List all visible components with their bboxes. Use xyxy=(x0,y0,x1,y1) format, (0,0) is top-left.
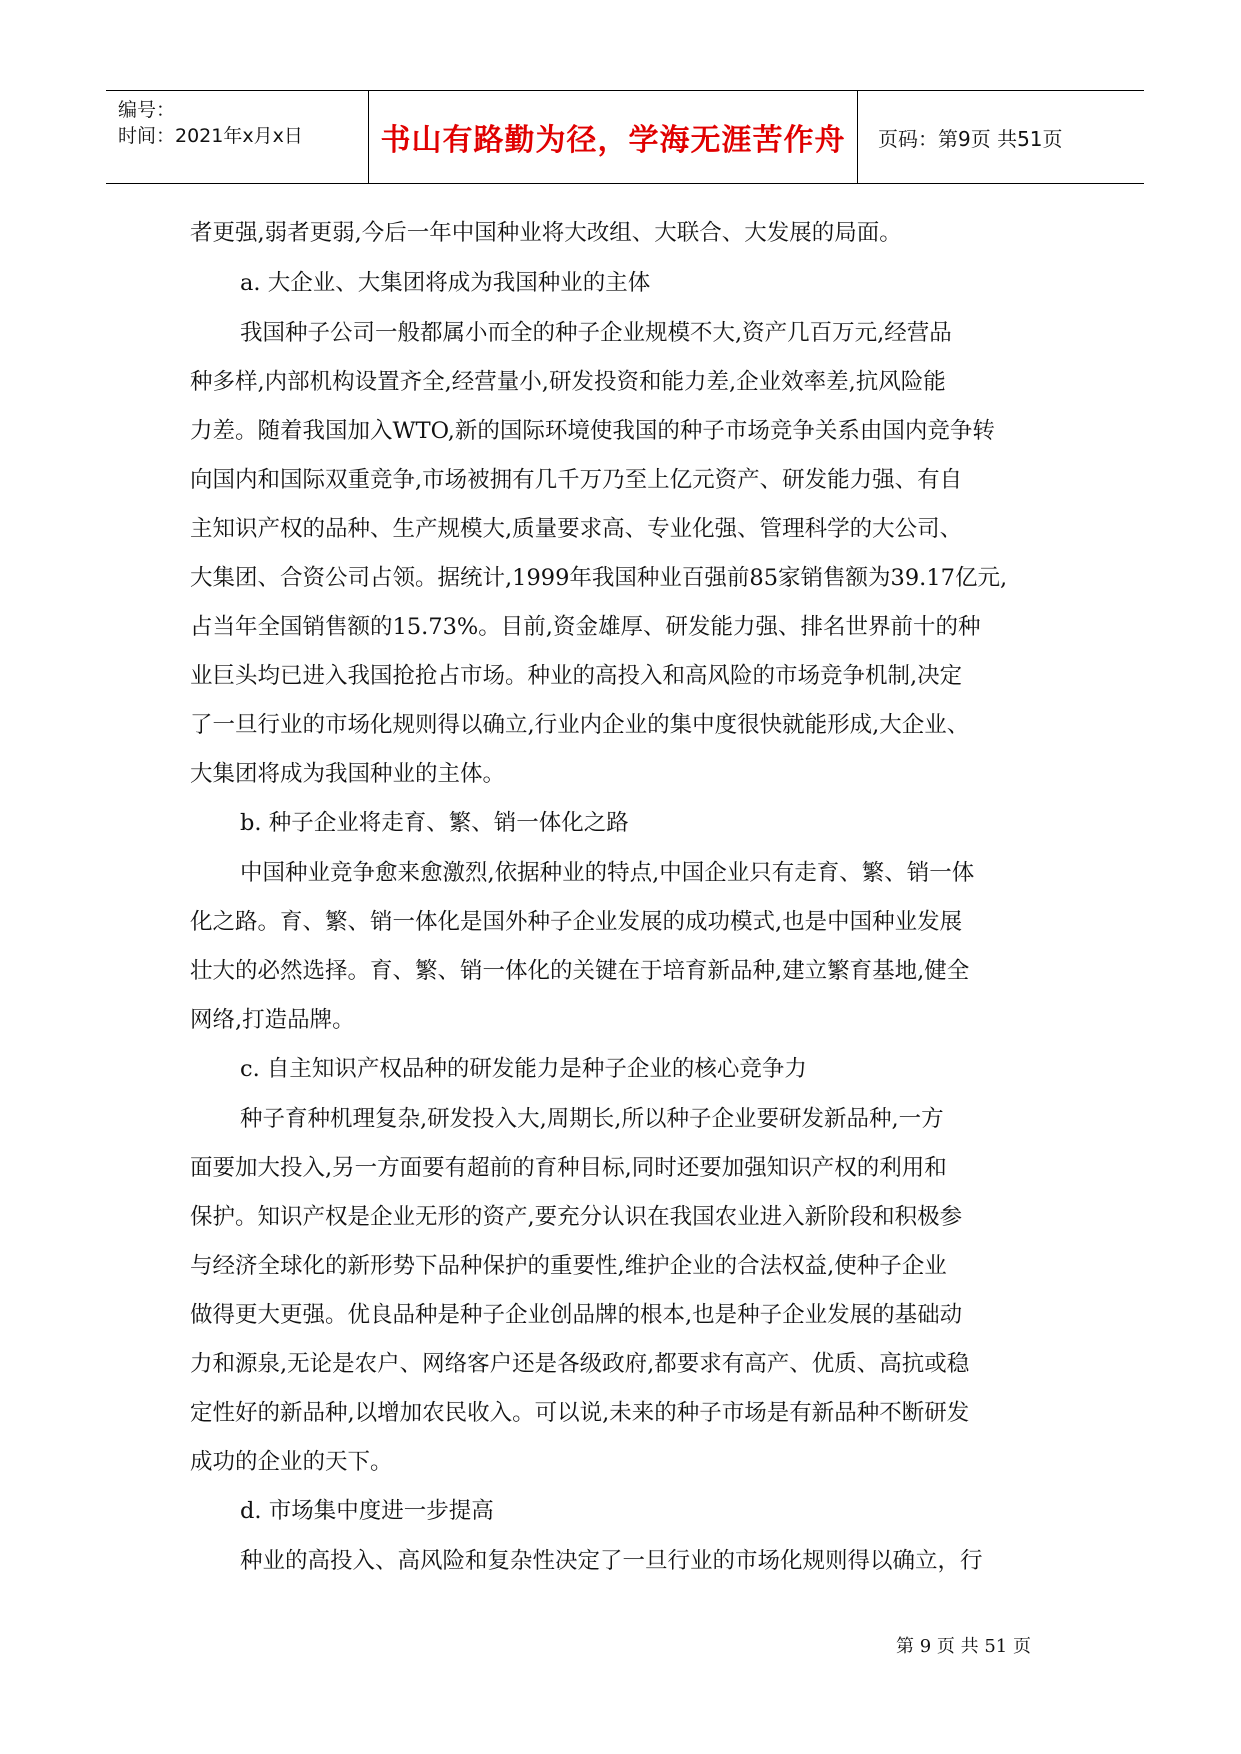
section-heading-c: c. 自主知识产权品种的研发能力是种子企业的核心竞争力 xyxy=(240,1056,807,1082)
text-line: 力差。随着我国加入WTO,新的国际环境使我国的种子市场竞争关系由国内竞争转 xyxy=(190,418,995,444)
text-line: 定性好的新品种,以增加农民收入。可以说,未来的种子市场是有新品种不断研发 xyxy=(190,1400,970,1426)
text-line: 网络,打造品牌。 xyxy=(190,1007,355,1033)
text-line: 大集团、合资公司占领。据统计,1999年我国种业百强前85家销售额为39.17亿元, xyxy=(190,565,1008,591)
section-heading-b: b. 种子企业将走育、繁、销一体化之路 xyxy=(240,810,629,836)
section-heading-d: d. 市场集中度进一步提高 xyxy=(240,1498,494,1524)
text-line: 面要加大投入,另一方面要有超前的育种目标,同时还要加强知识产权的利用和 xyxy=(190,1155,947,1181)
text-line: 成功的企业的天下。 xyxy=(190,1449,393,1475)
text-line: 向国内和国际双重竞争,市场被拥有几千万乃至上亿元资产、研发能力强、有自 xyxy=(190,467,963,493)
document-time-label: 时间：2021年x月x日 xyxy=(118,125,303,147)
header-motto: 书山有路勤为径，学海无涯苦作舟 xyxy=(380,123,846,158)
text-line: 种业的高投入、高风险和复杂性决定了一旦行业的市场化规则得以确立，行 xyxy=(240,1548,983,1574)
text-line: 我国种子公司一般都属小而全的种子企业规模不大,资产几百万元,经营品 xyxy=(240,320,952,346)
text-line: 者更强,弱者更弱,今后一年中国种业将大改组、大联合、大发展的局面。 xyxy=(190,220,902,246)
document-number-label: 编号： xyxy=(118,99,176,121)
text-line: 壮大的必然选择。育、繁、销一体化的关键在于培育新品种,建立繁育基地,健全 xyxy=(190,958,970,984)
text-line: 种多样,内部机构设置齐全,经营量小,研发投资和能力差,企业效率差,抗风险能 xyxy=(190,369,946,395)
header-page-code-cell xyxy=(858,91,1164,183)
text-line: 种子育种机理复杂,研发投入大,周期长,所以种子企业要研发新品种,一方 xyxy=(240,1106,944,1132)
text-line: 大集团将成为我国种业的主体。 xyxy=(190,761,506,787)
document-header xyxy=(106,90,1144,184)
text-line: 业巨头均已进入我国抢抢占市场。种业的高投入和高风险的市场竞争机制,决定 xyxy=(190,663,963,689)
text-line: 主知识产权的品种、生产规模大,质量要求高、专业化强、管理科学的大公司、 xyxy=(190,516,963,542)
text-line: 与经济全球化的新形势下品种保护的重要性,维护企业的合法权益,使种子企业 xyxy=(190,1253,947,1279)
header-meta-cell xyxy=(106,91,369,183)
text-line: 化之路。育、繁、销一体化是国外种子企业发展的成功模式,也是中国种业发展 xyxy=(190,909,963,935)
text-line: 了一旦行业的市场化规则得以确立,行业内企业的集中度很快就能形成,大企业、 xyxy=(190,712,970,738)
text-line: 中国种业竞争愈来愈激烈,依据种业的特点,中国企业只有走育、繁、销一体 xyxy=(240,860,975,886)
text-line: 做得更大更强。优良品种是种子企业创品牌的根本,也是种子企业发展的基础动 xyxy=(190,1302,963,1328)
text-line: 力和源泉,无论是农户、网络客户还是各级政府,都要求有高产、优质、高抗或稳 xyxy=(190,1351,970,1377)
text-line: 占当年全国销售额的15.73%。目前,资金雄厚、研发能力强、排名世界前十的种 xyxy=(190,614,981,640)
header-motto-cell xyxy=(369,91,858,183)
header-page-code: 页码：第9页 共51页 xyxy=(878,126,1063,151)
page-footer: 第 9 页 共 51 页 xyxy=(896,1636,1031,1657)
text-line: 保护。知识产权是企业无形的资产,要充分认识在我国农业进入新阶段和积极参 xyxy=(190,1204,963,1230)
section-heading-a: a. 大企业、大集团将成为我国种业的主体 xyxy=(240,270,651,296)
